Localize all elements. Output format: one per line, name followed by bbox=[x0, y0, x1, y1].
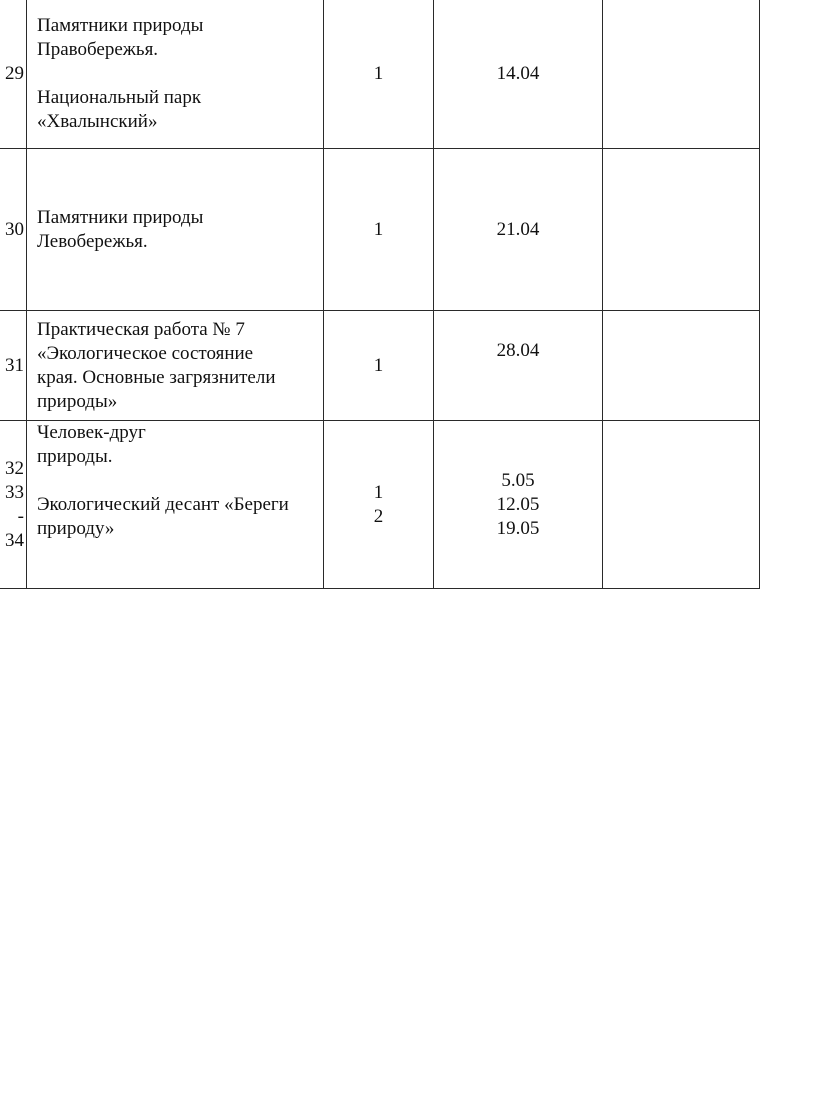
topic-line: Человек-друг bbox=[37, 422, 146, 443]
topic-line: края. Основные загрязнители bbox=[37, 366, 276, 388]
topic-line: природы. bbox=[37, 446, 113, 467]
lesson-number: 33 bbox=[5, 481, 24, 503]
table-row bbox=[0, 149, 760, 311]
note-cell bbox=[603, 149, 760, 311]
hours-cell bbox=[324, 149, 434, 311]
topic-cell bbox=[27, 311, 324, 421]
topic-line: Правобережья. bbox=[37, 38, 159, 60]
topic-cell bbox=[27, 0, 324, 149]
date-cell bbox=[434, 149, 603, 311]
hours-cell bbox=[324, 311, 434, 421]
topic-line: природу» bbox=[37, 518, 115, 539]
table-row bbox=[0, 421, 760, 589]
topic-line: природы» bbox=[37, 390, 118, 412]
topic-line: Национальный парк bbox=[37, 86, 202, 108]
hours-value: 2 bbox=[373, 505, 384, 527]
lesson-number: 32 bbox=[5, 457, 24, 479]
date-value: 19.05 bbox=[496, 517, 540, 539]
date-value: 5.05 bbox=[501, 469, 535, 491]
topic-line: Экологический десант «Береги bbox=[37, 494, 289, 515]
lesson-number: 30 bbox=[5, 218, 24, 240]
date-value: 12.05 bbox=[496, 493, 540, 515]
hours-value: 1 bbox=[373, 62, 384, 84]
note-cell bbox=[603, 421, 760, 589]
lesson-number-cell bbox=[0, 421, 27, 589]
lesson-number-dash: - bbox=[17, 505, 24, 527]
lesson-number: 34 bbox=[5, 529, 24, 551]
lesson-number-cell bbox=[0, 149, 27, 311]
table-row bbox=[0, 0, 760, 149]
topic-line: Левобережья. bbox=[37, 230, 148, 252]
lesson-number: 29 bbox=[5, 62, 24, 84]
hours-value: 1 bbox=[373, 218, 384, 240]
lesson-number-cell bbox=[0, 311, 27, 421]
topic-cell bbox=[27, 149, 324, 311]
topic-cell bbox=[27, 421, 324, 589]
hours-cell bbox=[324, 421, 434, 589]
topic-line: Памятники природы bbox=[37, 206, 204, 228]
topic-line: Практическая работа № 7 bbox=[37, 318, 245, 340]
date-value: 14.04 bbox=[496, 62, 540, 84]
date-value: 28.04 bbox=[496, 340, 540, 361]
topic-line: «Хвалынский» bbox=[37, 110, 158, 132]
topic-line: «Экологическое состояние bbox=[37, 342, 254, 364]
hours-cell bbox=[324, 0, 434, 149]
date-cell bbox=[434, 421, 603, 589]
lesson-number-cell bbox=[0, 0, 27, 149]
topic-line: Памятники природы bbox=[37, 14, 204, 36]
date-cell bbox=[434, 0, 603, 149]
hours-value: 1 bbox=[373, 354, 384, 376]
lesson-number: 31 bbox=[5, 354, 24, 376]
note-cell bbox=[603, 0, 760, 149]
table-row bbox=[0, 311, 760, 421]
date-value: 21.04 bbox=[496, 218, 540, 240]
hours-value: 1 bbox=[373, 481, 384, 503]
date-cell bbox=[434, 311, 603, 421]
note-cell bbox=[603, 311, 760, 421]
